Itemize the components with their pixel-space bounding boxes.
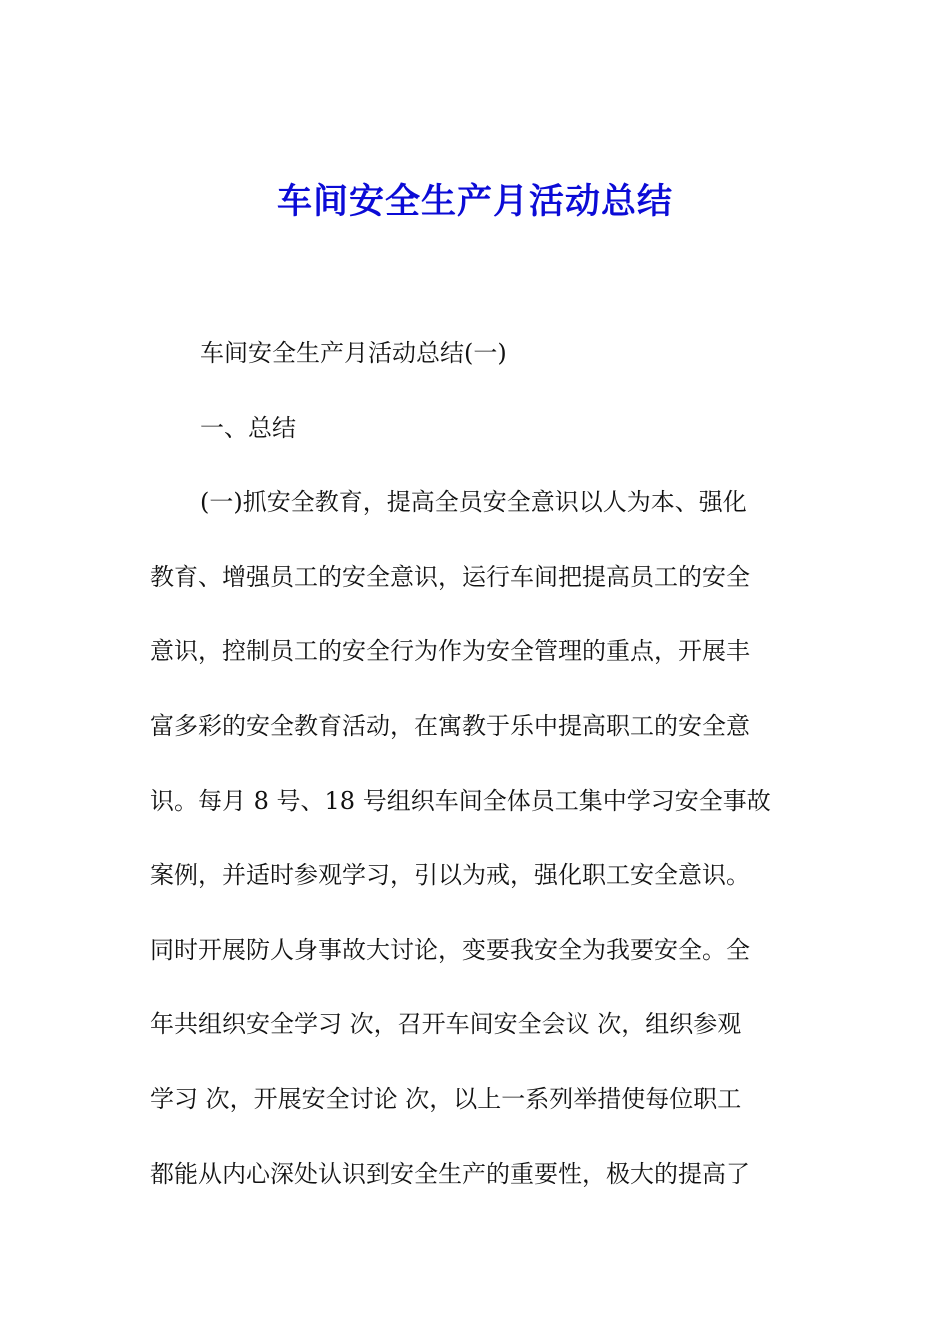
section-heading: 一、总结: [200, 413, 296, 442]
paragraph-line: 案例，并适时参观学习，引以为戒，强化职工安全意识。: [150, 861, 750, 890]
paragraph-line: 意识，控制员工的安全行为作为安全管理的重点，开展丰: [150, 637, 750, 666]
paragraph-line: 富多彩的安全教育活动，在寓教于乐中提高职工的安全意: [150, 711, 750, 740]
paragraph-line: 年共组织安全学习 次，召开车间安全会议 次，组织参观: [150, 1010, 742, 1039]
paragraph-line: 识。每月 8 号、18 号组织车间全体员工集中学习安全事故: [150, 786, 771, 815]
paragraph-line: 都能从内心深处认识到安全生产的重要性，极大的提高了: [150, 1159, 750, 1188]
document-body: [150, 328, 800, 1223]
paragraph-line: 同时开展防人身事故大讨论，变要我安全为我要安全。全: [150, 935, 750, 964]
document-title: 车间安全生产月活动总结: [276, 182, 673, 222]
paragraph-line: 学习 次，开展安全讨论 次，以上一系列举措使每位职工: [150, 1084, 742, 1113]
paragraph-line: 教育、增强员工的安全意识，运行车间把提高员工的安全: [150, 562, 750, 591]
paragraph-line: (一)抓安全教育，提高全员安全意识以人为本、强化: [200, 488, 747, 517]
document-subtitle: 车间安全生产月活动总结(一): [200, 339, 507, 367]
